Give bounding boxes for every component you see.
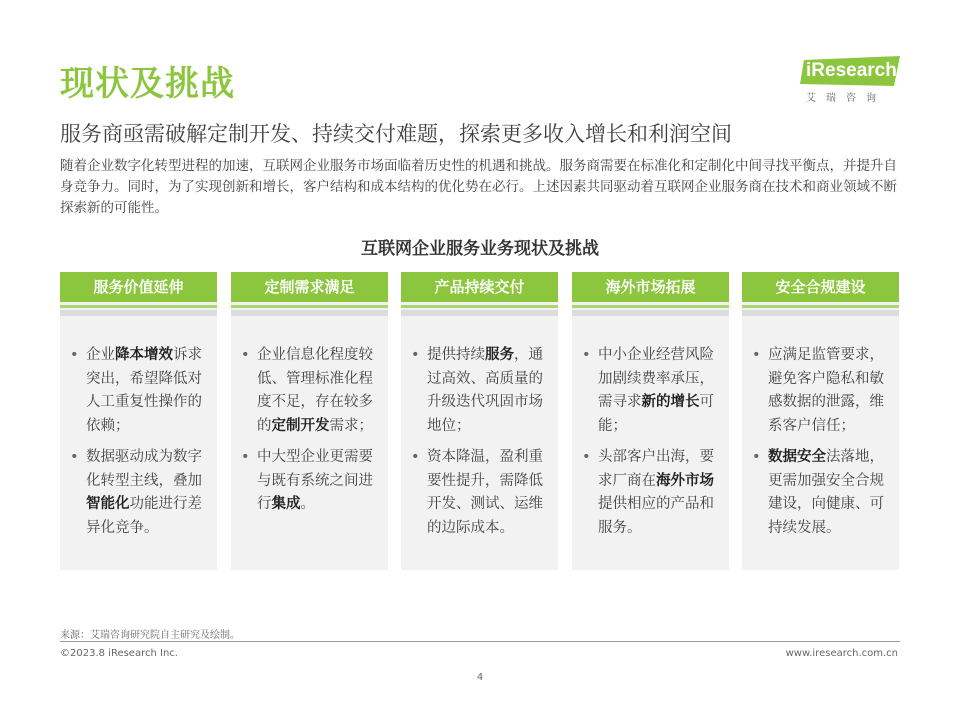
bullet-emphasis: 集成 <box>271 496 301 512</box>
bullet-segment: ，通过高效、高质量的升级迭代巩固市场地位； <box>427 347 543 434</box>
bullet-emphasis: 定制开发 <box>271 417 330 434</box>
bullet-text <box>427 446 555 540</box>
card-divider-shadow <box>572 310 729 316</box>
bullet-emphasis: 新的增长 <box>641 394 700 410</box>
card-header: 产品持续交付 <box>401 272 558 302</box>
card-security-compliance <box>742 272 899 570</box>
bullet-segment: 头部客户出海，要求厂商在 <box>598 449 714 489</box>
iresearch-logo <box>800 56 904 106</box>
bullet-item <box>752 344 896 438</box>
bullet-emphasis: 服务 <box>485 347 514 363</box>
bullet-dot-icon: • <box>411 449 420 465</box>
bullet-segment: 需求； <box>329 417 373 434</box>
section-title: 互联网企业服务业务现状及挑战 <box>361 239 599 259</box>
bullet-dot-icon: • <box>70 347 79 363</box>
intro-paragraph: 随着企业数字化转型进程的加速，互联网企业服务市场面临着历史性的机遇和挑战。服务商需要在标准化和定制化中间寻找平衡点，并提升自身竞争力。同时，为了实现创新和增长，客户结构和成本结构的优化势在必行。上述因素共同驱动着互联网企业服务商在技术和商业领域不断探索新的可能性。 <box>60 158 897 216</box>
page-subtitle: 服务商亟需破解定制开发、持续交付难题，探索更多收入增长和利润空间 <box>60 122 732 146</box>
card-divider-shadow <box>231 310 388 316</box>
bullet-text <box>257 446 385 517</box>
bullet-segment: 提供持续 <box>427 347 485 363</box>
card-header: 服务价值延伸 <box>60 272 217 302</box>
bullet-text <box>768 344 896 438</box>
card-service-value <box>60 272 217 570</box>
bullet-segment: 数据驱动成为数字化转型主线，叠加 <box>86 449 202 489</box>
bullet-dot-icon: • <box>411 347 420 363</box>
logo-subtitle: 艾瑞咨询 <box>806 93 886 104</box>
card-divider <box>231 305 388 308</box>
bullet-item <box>241 344 385 438</box>
page-number: 4 <box>476 672 484 683</box>
bullet-segment: 法落地，更需加强安全合规建设，向健康、可持续发展。 <box>768 449 884 536</box>
card-divider-shadow <box>401 310 558 316</box>
card-header: 安全合规建设 <box>742 272 899 302</box>
bullet-emphasis: 降本增效 <box>115 347 173 363</box>
bullet-dot-icon: • <box>70 449 79 465</box>
bullet-item <box>582 446 726 540</box>
bullet-item <box>411 344 555 438</box>
card-body <box>752 344 896 548</box>
footer-divider <box>60 641 900 642</box>
card-body <box>241 344 385 525</box>
card-divider-shadow <box>742 310 899 316</box>
website-link[interactable]: www.iresearch.com.cn <box>785 648 898 659</box>
bullet-item <box>241 446 385 517</box>
bullet-emphasis: 海外市场 <box>656 472 714 489</box>
bullet-segment: 应满足监管要求，避免客户隐私和敏感数据的泄露，维系客户信任； <box>768 347 884 434</box>
card-divider <box>401 305 558 308</box>
bullet-dot-icon: • <box>241 449 250 465</box>
bullet-item <box>582 344 726 438</box>
bullet-segment: 企业信息化程度较低、管理标准化程度不足，存在较多的 <box>257 347 373 434</box>
bullet-emphasis: 数据安全 <box>768 449 826 465</box>
bullet-dot-icon: • <box>582 449 591 465</box>
card-continuous-delivery <box>401 272 558 570</box>
bullet-item <box>411 446 555 540</box>
bullet-item <box>752 446 896 540</box>
bullet-segment: 提供相应的产品和服务。 <box>598 496 714 536</box>
bullet-text <box>257 344 385 438</box>
bullet-text <box>598 344 726 438</box>
bullet-segment: 企业 <box>86 347 115 363</box>
card-body <box>582 344 726 548</box>
bullet-dot-icon: • <box>241 347 250 363</box>
bullet-emphasis: 智能化 <box>86 496 130 512</box>
card-overseas-market <box>572 272 729 570</box>
bullet-segment: 中大型企业更需要与既有系统之间进行 <box>257 449 373 512</box>
card-body <box>411 344 555 548</box>
bullet-text <box>598 446 726 540</box>
bullet-text <box>427 344 555 438</box>
card-header: 海外市场拓展 <box>572 272 729 302</box>
card-header: 定制需求满足 <box>231 272 388 302</box>
card-custom-demand <box>231 272 388 570</box>
bullet-item <box>70 344 214 438</box>
bullet-segment: 可能； <box>598 394 714 434</box>
bullet-text <box>86 446 214 540</box>
bullet-segment: 诉求突出，希望降低对人工重复性操作的依赖； <box>86 347 202 434</box>
page-title: 现状及挑战 <box>60 64 235 104</box>
bullet-segment: 中小企业经营风险加剧续费率承压，需寻求 <box>598 347 714 410</box>
logo-wordmark: iResearch <box>806 60 897 81</box>
bullet-segment: 功能进行差异化竞争。 <box>86 496 202 536</box>
card-body <box>70 344 214 548</box>
bullet-dot-icon: • <box>752 449 761 465</box>
bullet-text <box>768 446 896 540</box>
bullet-segment: 资本降温，盈利重要性提升，需降低开发、测试、运维的边际成本。 <box>427 449 543 536</box>
bullet-text <box>86 344 214 438</box>
bullet-dot-icon: • <box>582 347 591 363</box>
copyright: ©2023.8 iResearch Inc. <box>60 648 178 659</box>
source-note: 来源：艾瑞咨询研究院自主研究及绘制。 <box>60 630 240 641</box>
card-divider <box>742 305 899 308</box>
card-divider-shadow <box>60 310 217 316</box>
card-divider <box>572 305 729 308</box>
bullet-item <box>70 446 214 540</box>
bullet-segment: 。 <box>300 496 315 512</box>
bullet-dot-icon: • <box>752 347 761 363</box>
card-divider <box>60 305 217 308</box>
